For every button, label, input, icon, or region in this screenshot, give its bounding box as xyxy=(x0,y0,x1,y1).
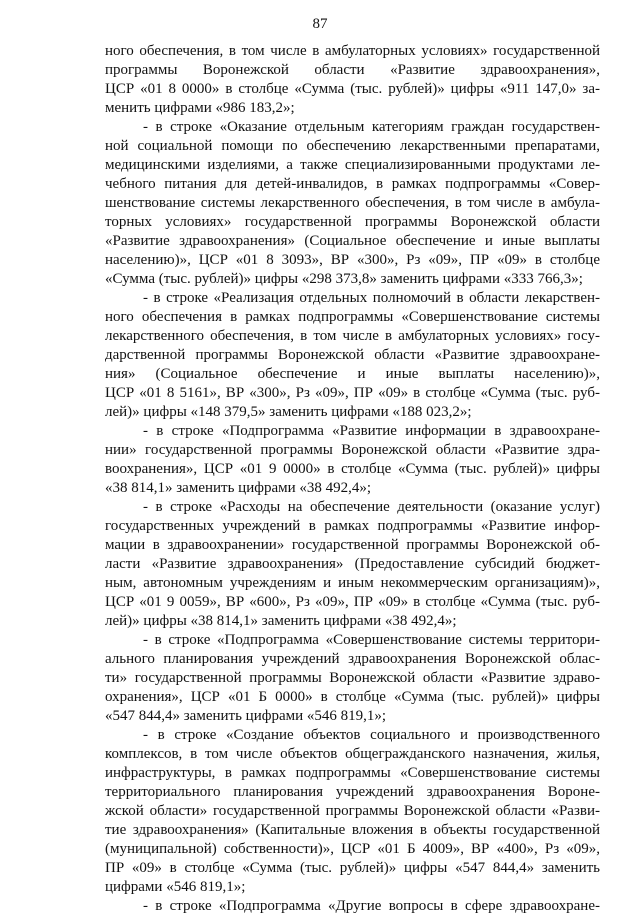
text-line: цифрами «546 819,1»; xyxy=(105,879,246,895)
text-line: ного обеспечения в рамках подпрограммы «Совершенствование системы xyxy=(105,309,600,325)
text-line: нии» государственной программы Воронежской области «Развитие здра- xyxy=(105,442,600,458)
text-line: лей)» цифры «148 379,5» заменить цифрами «188 023,2»; xyxy=(105,404,472,420)
text-line: - в строке «Подпрограмма «Совершенствование системы территори- xyxy=(143,632,600,648)
text-line: ального планирования учреждений здравоохранения Воронежской облас- xyxy=(105,651,600,667)
text-line: - в строке «Создание объектов социального и производственного xyxy=(143,727,600,743)
paragraph xyxy=(105,897,600,916)
text-line: лекарственного обеспечения, в том числе в амбулаторных условиях» госу- xyxy=(105,328,600,344)
text-line: ЦСР «01 8 5161», ВР «300», Рз «09», ПР «09» в столбце «Сумма (тыс. руб- xyxy=(105,385,600,401)
text-line: менить цифрами «986 183,2»; xyxy=(105,100,295,116)
text-line: комплексов, в том числе объектов общегражданского назначения, жилья, xyxy=(105,746,600,762)
text-line: «Сумма (тыс. рублей)» цифры «298 373,8» заменить цифрами «333 766,3»; xyxy=(105,271,583,287)
text-line: государственных учреждений в рамках подпрограммы «Развитие инфор- xyxy=(105,518,600,534)
paragraph xyxy=(105,631,600,726)
text-line: шенствование системы лекарственного обеспечения, в том числе в амбула- xyxy=(105,195,600,211)
paragraph xyxy=(105,118,600,289)
text-line: ного обеспечения, в том числе в амбулаторных условиях» государственной xyxy=(105,43,600,59)
text-line: «Развитие здравоохранения» (Социальное обеспечение и иные выплаты xyxy=(105,233,600,249)
text-line: ти» государственной программы Воронежской области «Развитие здраво- xyxy=(105,670,600,686)
text-line: ной социальной помощи по обеспечению лекарственными препаратами, xyxy=(105,138,600,154)
page-number: 87 xyxy=(312,16,328,32)
text-line: дарственной программы Воронежской области «Развитие здравоохране- xyxy=(105,347,600,363)
text-line: медицинскими изделиями, а также специализированными продуктами ле- xyxy=(105,157,600,173)
text-line: - в строке «Подпрограмма «Развитие информации в здравоохране- xyxy=(143,423,600,439)
text-line: воохранения», ЦСР «01 9 0000» в столбце «Сумма (тыс. рублей)» цифры xyxy=(105,461,600,477)
text-line: лей)» цифры «38 814,1» заменить цифрами «38 492,4»; xyxy=(105,613,457,629)
text-line: инфраструктуры, в рамках подпрограммы «Совершенствование системы xyxy=(105,765,600,781)
paragraph xyxy=(105,42,600,118)
paragraph xyxy=(105,422,600,498)
text-line: ЦСР «01 8 0000» в столбце «Сумма (тыс. рублей)» цифры «911 147,0» за- xyxy=(105,81,600,97)
text-line: - в строке «Оказание отдельным категориям граждан государствен- xyxy=(143,119,600,135)
text-line: жской области» государственной программы Воронежской области «Разви- xyxy=(105,803,600,819)
document-body xyxy=(105,42,600,916)
paragraph xyxy=(105,498,600,631)
text-line: чебного питания для детей-инвалидов, в рамках подпрограммы «Совер- xyxy=(105,176,600,192)
text-line: ЦСР «01 9 0059», ВР «600», Рз «09», ПР «09» в столбце «Сумма (тыс. руб- xyxy=(105,594,600,610)
paragraph xyxy=(105,726,600,897)
text-line: - в строке «Расходы на обеспечение деятельности (оказание услуг) xyxy=(143,499,600,515)
text-line: программы Воронежской области «Развитие здравоохранения», xyxy=(105,62,600,78)
text-line: (муниципальной) собственности)», ЦСР «01 Б 4009», ВР «400», Рз «09», xyxy=(105,841,600,857)
text-line: ния» (Социальное обеспечение и иные выплаты населению)», xyxy=(105,366,600,382)
text-line: ласти «Развитие здравоохранения» (Предоставление субсидий бюджет- xyxy=(105,556,600,572)
text-line: тие здравоохранения» (Капитальные вложения в объекты государственной xyxy=(105,822,600,838)
text-line: мации в здравоохранении» государственной программы Воронежской об- xyxy=(105,537,600,553)
text-line: торных условиях» государственной программы Воронежской области xyxy=(105,214,600,230)
text-line: населению)», ЦСР «01 8 3093», ВР «300», Рз «09», ПР «09» в столбце xyxy=(105,252,600,268)
text-line: охранения», ЦСР «01 Б 0000» в столбце «Сумма (тыс. рублей)» цифры xyxy=(105,689,600,705)
text-line: - в строке «Подпрограмма «Другие вопросы в сфере здравоохране- xyxy=(143,898,600,914)
paragraph xyxy=(105,289,600,422)
text-line: «38 814,1» заменить цифрами «38 492,4»; xyxy=(105,480,372,496)
text-line: «547 844,4» заменить цифрами «546 819,1»; xyxy=(105,708,387,724)
text-line: ным, автономным учреждениям и иным некоммерческим организациям)», xyxy=(105,575,600,591)
text-line: ПР «09» в столбце «Сумма (тыс. рублей)» цифры «547 844,4» заменить xyxy=(105,860,600,876)
text-line: территориального планирования учреждений здравоохранения Вороне- xyxy=(105,784,600,800)
text-line: - в строке «Реализация отдельных полномочий в области лекарствен- xyxy=(143,290,600,306)
